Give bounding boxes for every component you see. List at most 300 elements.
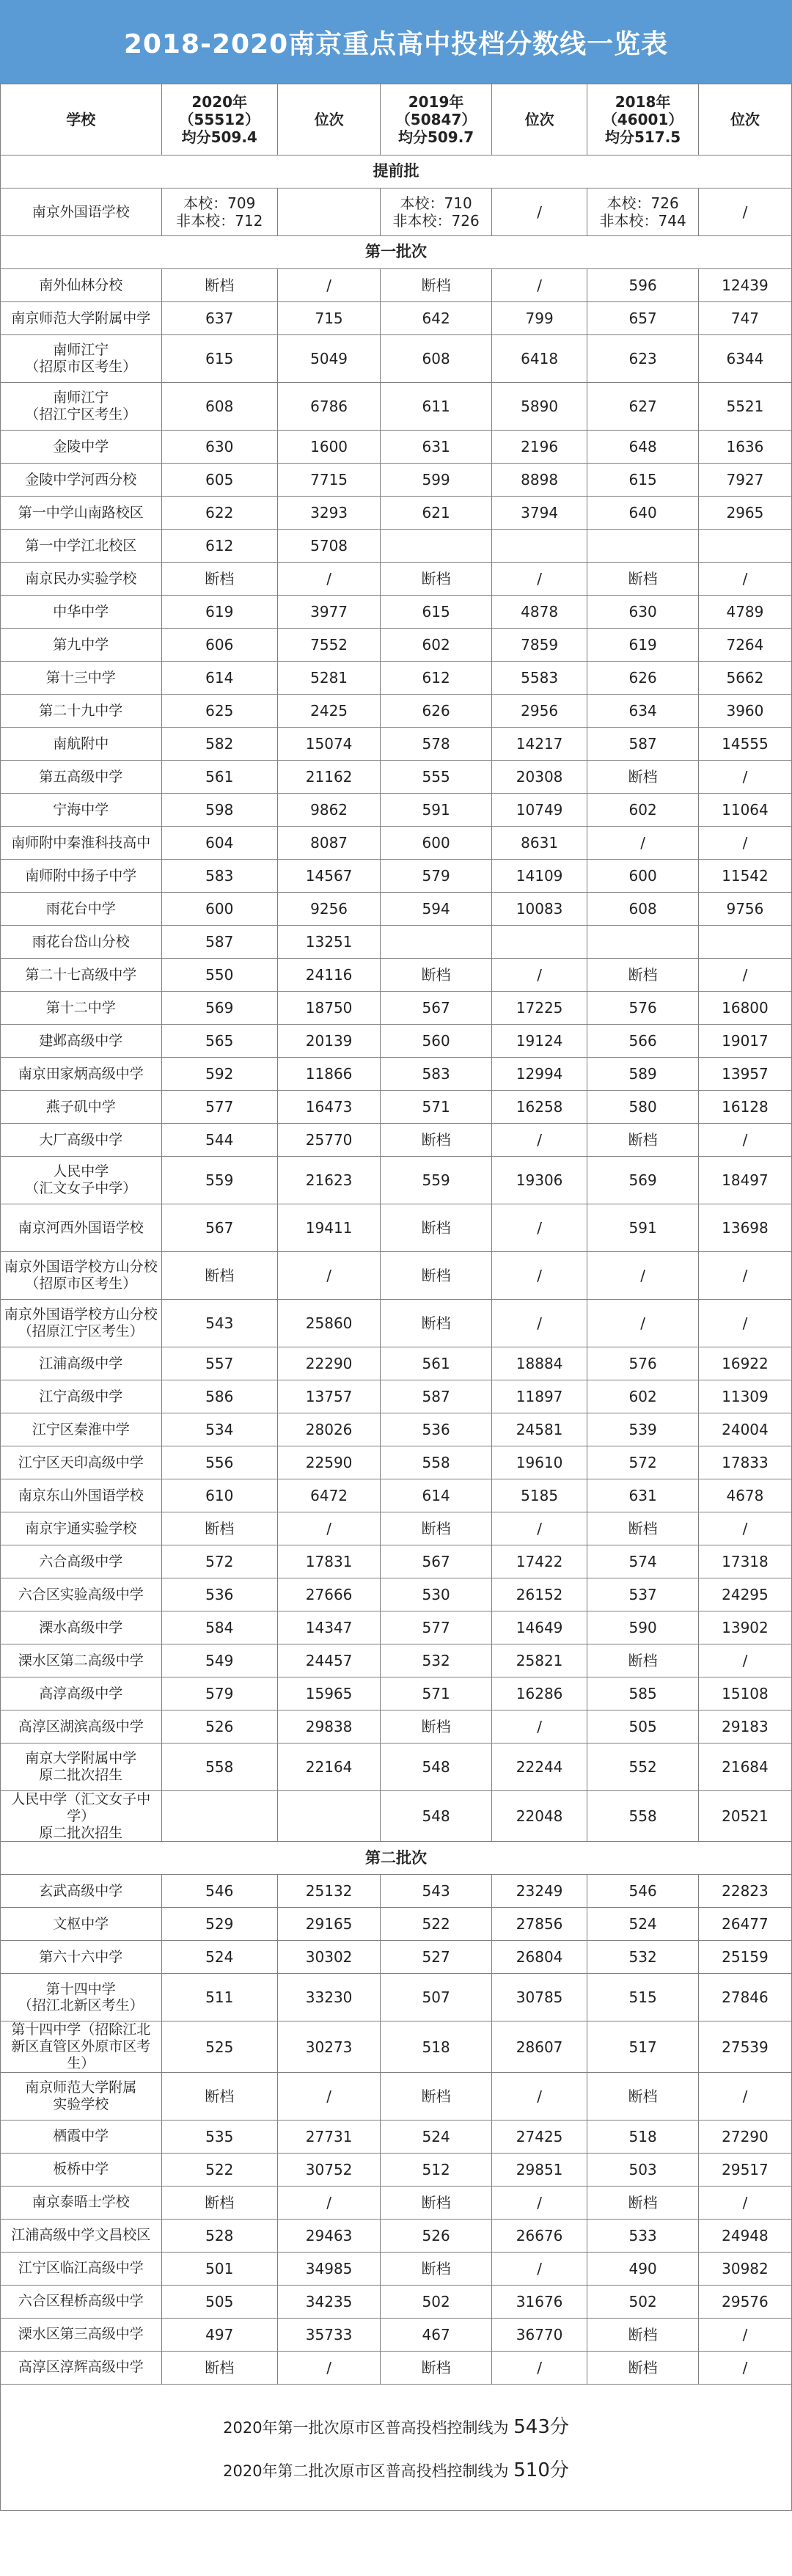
school-name [1,1446,162,1479]
rank-2019: 6418 [491,335,587,383]
rank-2020: 27666 [277,1578,380,1611]
score-2020: 612 [161,530,277,563]
rank-2019: / [491,1204,587,1252]
school-name-line: 南京师范大学附属中学 [11,310,151,326]
header-2020-line: （55512） [179,111,260,128]
rank-2018: / [698,563,791,596]
school-name [1,959,162,992]
score-2019: 断档 [381,2186,492,2219]
section-header-row [1,155,792,189]
score-2020: 534 [161,1413,277,1446]
score-2018: 断档 [587,761,699,794]
table-row [1,1058,792,1091]
header-2018 [587,84,699,155]
school-name [1,596,162,629]
score-2018: 503 [587,2153,699,2186]
footer-line-2-score: 510分 [513,2459,569,2482]
score-2020: 497 [161,2318,277,2351]
footer-line-2-text: 2020年第二批次原市区普高投档控制线为 [223,2462,514,2481]
score-2018: / [587,827,699,860]
score-2019: 567 [381,1545,492,1578]
rank-2018: 5521 [698,383,791,431]
score-2019: 567 [381,992,492,1025]
table-row [1,1252,792,1300]
rank-2018: / [698,1300,791,1347]
header-2019-line: 均分509.7 [397,128,474,146]
rank-2018: 14555 [698,728,791,761]
score-2019: 591 [381,794,492,827]
table-row [1,1791,792,1842]
score-2020: 557 [161,1347,277,1380]
school-name-line: 第一中学江北校区 [25,537,137,554]
school-name [1,2351,162,2384]
rank-2018: 30982 [698,2252,791,2285]
rank-2019: 8898 [491,464,587,497]
score-2020: 598 [161,794,277,827]
school-name [1,497,162,530]
school-name [1,1974,162,2021]
score-2018: 600 [587,860,699,893]
table-row [1,1025,792,1058]
score-2019: 577 [381,1611,492,1644]
school-name-line: 南外仙林分校 [39,277,123,293]
score-2020: 544 [161,1124,277,1157]
rank-2019: 25821 [491,1644,587,1677]
school-name [1,761,162,794]
table-row [1,2120,792,2153]
school-name-line: 江宁区天印高级中学 [18,1454,144,1471]
score-2019: 612 [381,662,492,695]
school-name-line: 第九中学 [53,636,109,653]
school-name [1,2186,162,2219]
school-name [1,1252,162,1300]
school-name [1,860,162,893]
table-row [1,827,792,860]
table-row [1,1446,792,1479]
footer-notes [0,2385,792,2511]
table-row [1,1157,792,1204]
rank-2020: / [277,2351,380,2384]
rank-2019: 17422 [491,1545,587,1578]
score-2020: 529 [161,1908,277,1941]
school-name-line: 实验学校 [53,2096,109,2112]
score-2020: 526 [161,1710,277,1743]
school-name-line: 文枢中学 [53,1915,109,1932]
school-name-line: 人民中学（汇文女子中学） [11,1791,151,1824]
rank-2019: / [491,1300,587,1347]
header-2019 [381,84,492,155]
school-name-line: 第十二中学 [45,999,116,1016]
school-name [1,464,162,497]
rank-2020: 20139 [277,1025,380,1058]
school-name-line: 溧水区第二高级中学 [18,1652,144,1669]
rank-2020: 28026 [277,1413,380,1446]
rank-2019: / [491,1124,587,1157]
school-name-line: 南京师范大学附属 [25,2079,137,2096]
table-row [1,302,792,335]
score-2018: 627 [587,383,699,431]
rank-2018: 29517 [698,2153,791,2186]
score-2018: 631 [587,1479,699,1512]
table-header-row [1,84,792,155]
score-2018-line: 本校：726 [606,194,679,212]
school-name [1,1025,162,1058]
rank-2018: 22823 [698,1875,791,1908]
score-2018: 552 [587,1743,699,1791]
rank-2018: 4789 [698,596,791,629]
rank-2018: / [698,2318,791,2351]
rank-2019: 30785 [491,1974,587,2021]
rank-2019: 16258 [491,1091,587,1124]
table-row [1,1413,792,1446]
rank-2020: 1600 [277,431,380,464]
school-name-line: 南京外国语学校方山分校 [4,1306,158,1323]
school-name-line: 人民中学 [53,1163,109,1180]
section-title: 第二批次 [1,1842,792,1875]
score-2018: 569 [587,1157,699,1204]
rank-2020: 33230 [277,1974,380,2021]
rank-2019: 24581 [491,1413,587,1446]
score-2018: 505 [587,1710,699,1743]
rank-2018: / [698,1124,791,1157]
rank-2018: 12439 [698,269,791,302]
table-row [1,2285,792,2318]
rank-2018 [698,926,791,959]
rank-2019: 19306 [491,1157,587,1204]
school-name [1,1124,162,1157]
score-2019: 断档 [381,959,492,992]
score-2018: 574 [587,1545,699,1578]
school-name [1,2252,162,2285]
table-row [1,1743,792,1791]
score-2020 [161,189,277,236]
rank-2019: 14109 [491,860,587,893]
score-2018: 515 [587,1974,699,2021]
score-2020: 592 [161,1058,277,1091]
school-name-line: 栖霞中学 [53,2128,109,2145]
rank-2019: / [491,2072,587,2120]
header-2020-line: 均分509.4 [181,128,257,146]
score-2018 [587,926,699,959]
table-row [1,728,792,761]
rank-2020: 11866 [277,1058,380,1091]
school-name-line: 原二批次招生 [39,1767,123,1783]
score-2018: 576 [587,1347,699,1380]
rank-2019: 14217 [491,728,587,761]
school-name-line: 建邺高级中学 [39,1032,123,1049]
score-2019: 467 [381,2318,492,2351]
school-name-line: 南师附中秦淮科技高中 [11,834,151,851]
school-name [1,269,162,302]
rank-2019: 26152 [491,1578,587,1611]
school-name [1,728,162,761]
score-2019: 559 [381,1157,492,1204]
school-name-line: 南京田家炳高级中学 [18,1065,144,1082]
rank-2018: 13957 [698,1058,791,1091]
school-name [1,2072,162,2120]
rank-2018: 15108 [698,1677,791,1710]
school-name-line: 南师附中扬子中学 [25,867,137,884]
rank-2019: 2196 [491,431,587,464]
score-2020: 577 [161,1091,277,1124]
school-name [1,1512,162,1545]
score-2019: 断档 [381,2072,492,2120]
rank-2019: 20308 [491,761,587,794]
score-2018: 558 [587,1791,699,1842]
rank-2020: 15074 [277,728,380,761]
table-row [1,1941,792,1974]
school-name [1,302,162,335]
rank-2018: 11309 [698,1380,791,1413]
rank-2020: 27731 [277,2120,380,2153]
score-2020: 567 [161,1204,277,1252]
table-row [1,530,792,563]
table-row [1,1204,792,1252]
table-row [1,2186,792,2219]
school-name [1,1941,162,1974]
rank-2020: / [277,2186,380,2219]
score-2020: 543 [161,1300,277,1347]
score-2019 [381,926,492,959]
rank-2018: / [698,1512,791,1545]
score-2020: 550 [161,959,277,992]
score-2020: 610 [161,1479,277,1512]
score-2019: 599 [381,464,492,497]
footer-line-2 [223,2455,569,2482]
rank-2018: 25159 [698,1941,791,1974]
school-name-line: 第五高级中学 [39,768,123,785]
table-row [1,662,792,695]
rank-2020: 17831 [277,1545,380,1578]
rank-2018: 26477 [698,1908,791,1941]
rank-2019: 29851 [491,2153,587,2186]
score-2020: 587 [161,926,277,959]
rank-2020: 34235 [277,2285,380,2318]
school-name [1,1091,162,1124]
school-name-line: 南京大学附属中学 [25,1750,137,1767]
score-2018: 533 [587,2219,699,2252]
school-name-line: 南航附中 [53,735,109,752]
rank-2020 [277,189,380,236]
score-2019: 断档 [381,1710,492,1743]
school-name-line: 第十三中学 [45,669,116,686]
rank-2020: 21162 [277,761,380,794]
rank-2019: 5890 [491,383,587,431]
table-row [1,464,792,497]
table-row [1,1545,792,1578]
score-2020: 559 [161,1157,277,1204]
score-2019: 560 [381,1025,492,1058]
header-2020-line: 2020年 [191,93,248,111]
rank-2018: / [698,2351,791,2384]
rank-2018: 27539 [698,2021,791,2072]
school-name-line: 南京泰晤士学校 [32,2194,130,2211]
school-name-line: 南师江宁 [53,342,109,359]
section-header-row [1,236,792,269]
school-name-line: 南京东山外国语学校 [18,1487,144,1504]
score-2020: 615 [161,335,277,383]
score-2019: 524 [381,2120,492,2153]
rank-2020: 13757 [277,1380,380,1413]
rank-2020: 14347 [277,1611,380,1644]
school-name [1,662,162,695]
score-2020: 525 [161,2021,277,2072]
table-row [1,926,792,959]
score-2018: 640 [587,497,699,530]
school-name [1,794,162,827]
score-2020: 608 [161,383,277,431]
school-name [1,2120,162,2153]
rank-2018: / [698,2186,791,2219]
rank-2020: 30752 [277,2153,380,2186]
rank-2018: 16800 [698,992,791,1025]
score-2018: 596 [587,269,699,302]
school-name [1,1578,162,1611]
rank-2020: 22164 [277,1743,380,1791]
score-2020-line: 非本校：712 [176,212,263,230]
table-row [1,189,792,236]
rank-2020: 7552 [277,629,380,662]
score-2018 [587,189,699,236]
school-name [1,1875,162,1908]
score-2020: 605 [161,464,277,497]
rank-2019: 26804 [491,1941,587,1974]
header-rank-2018: 位次 [698,84,791,155]
school-name [1,563,162,596]
table-row [1,629,792,662]
score-2020: 582 [161,728,277,761]
table-row [1,2153,792,2186]
score-2020: 630 [161,431,277,464]
rank-2020: 16473 [277,1091,380,1124]
rank-2019: 16286 [491,1677,587,1710]
rank-2018: 7927 [698,464,791,497]
score-2018: 断档 [587,2186,699,2219]
score-2019: 571 [381,1091,492,1124]
rank-2019: 23249 [491,1875,587,1908]
school-name [1,1300,162,1347]
school-name [1,189,162,236]
score-2019 [381,189,492,236]
rank-2019: 8631 [491,827,587,860]
school-name-line: 雨花台中学 [45,900,116,917]
table-row [1,269,792,302]
rank-2018: 3960 [698,695,791,728]
score-2018: 580 [587,1091,699,1124]
rank-2020: 19411 [277,1204,380,1252]
rank-2018: 4678 [698,1479,791,1512]
score-2019: 502 [381,2285,492,2318]
school-name-line: 六合区实验高级中学 [18,1586,144,1603]
rank-2018: 13902 [698,1611,791,1644]
rank-2019: 14649 [491,1611,587,1644]
table-row [1,2351,792,2384]
score-2019: 断档 [381,1300,492,1347]
school-name [1,1644,162,1677]
score-2018: 648 [587,431,699,464]
score-2020: 断档 [161,269,277,302]
rank-2020: 8087 [277,827,380,860]
score-2019: 615 [381,596,492,629]
rank-2018: 11542 [698,860,791,893]
rank-2019: 31676 [491,2285,587,2318]
rank-2020: / [277,2072,380,2120]
score-2019: 548 [381,1791,492,1842]
rank-2018: 29576 [698,2285,791,2318]
header-rank-2020: 位次 [277,84,380,155]
school-name-line: 新区直管区外原市区考生） [11,2038,151,2071]
table-row [1,497,792,530]
rank-2018: 27290 [698,2120,791,2153]
score-2019: 507 [381,1974,492,2021]
score-2018: / [587,1252,699,1300]
school-name [1,827,162,860]
school-name-line: 南京河西外国语学校 [18,1219,144,1236]
rank-2019: 27425 [491,2120,587,2153]
school-name [1,1157,162,1204]
table-row [1,1091,792,1124]
score-2018: 断档 [587,959,699,992]
score-2018: 590 [587,1611,699,1644]
score-2019-line: 本校：710 [400,194,472,212]
score-2018: 634 [587,695,699,728]
rank-2018: 9756 [698,893,791,926]
score-2018: 537 [587,1578,699,1611]
rank-2018: 18497 [698,1157,791,1204]
score-2020: 556 [161,1446,277,1479]
score-2018: 587 [587,728,699,761]
score-2018: 断档 [587,1644,699,1677]
rank-2018: 17833 [698,1446,791,1479]
score-2020 [161,1791,277,1842]
score-2019: 600 [381,827,492,860]
school-name-line: 第一中学山南路校区 [18,504,144,521]
rank-2018: 2965 [698,497,791,530]
score-2019: 断档 [381,2252,492,2285]
rank-2018: 16922 [698,1347,791,1380]
table-body [1,155,792,2385]
school-name [1,1791,162,1842]
score-2020: 637 [161,302,277,335]
rank-2018: 747 [698,302,791,335]
rank-2020 [277,1791,380,1842]
rank-2018: / [698,1252,791,1300]
score-2018: 602 [587,794,699,827]
rank-2019: 10749 [491,794,587,827]
score-2018: 断档 [587,2351,699,2384]
score-2019: 555 [381,761,492,794]
rank-2020: 30273 [277,2021,380,2072]
rank-2019: 17225 [491,992,587,1025]
school-name [1,695,162,728]
school-name [1,2285,162,2318]
score-2020: 断档 [161,563,277,596]
school-name [1,1677,162,1710]
score-2018: 517 [587,2021,699,2072]
school-name-line: 金陵中学河西分校 [25,471,137,488]
rank-2020: 24457 [277,1644,380,1677]
score-2020: 625 [161,695,277,728]
school-name [1,431,162,464]
table-row [1,2318,792,2351]
rank-2018: / [698,959,791,992]
header-2019-line: 2019年 [408,93,464,111]
rank-2020: / [277,563,380,596]
rank-2019 [491,530,587,563]
school-name [1,383,162,431]
rank-2020: 29463 [277,2219,380,2252]
rank-2019: 19610 [491,1446,587,1479]
